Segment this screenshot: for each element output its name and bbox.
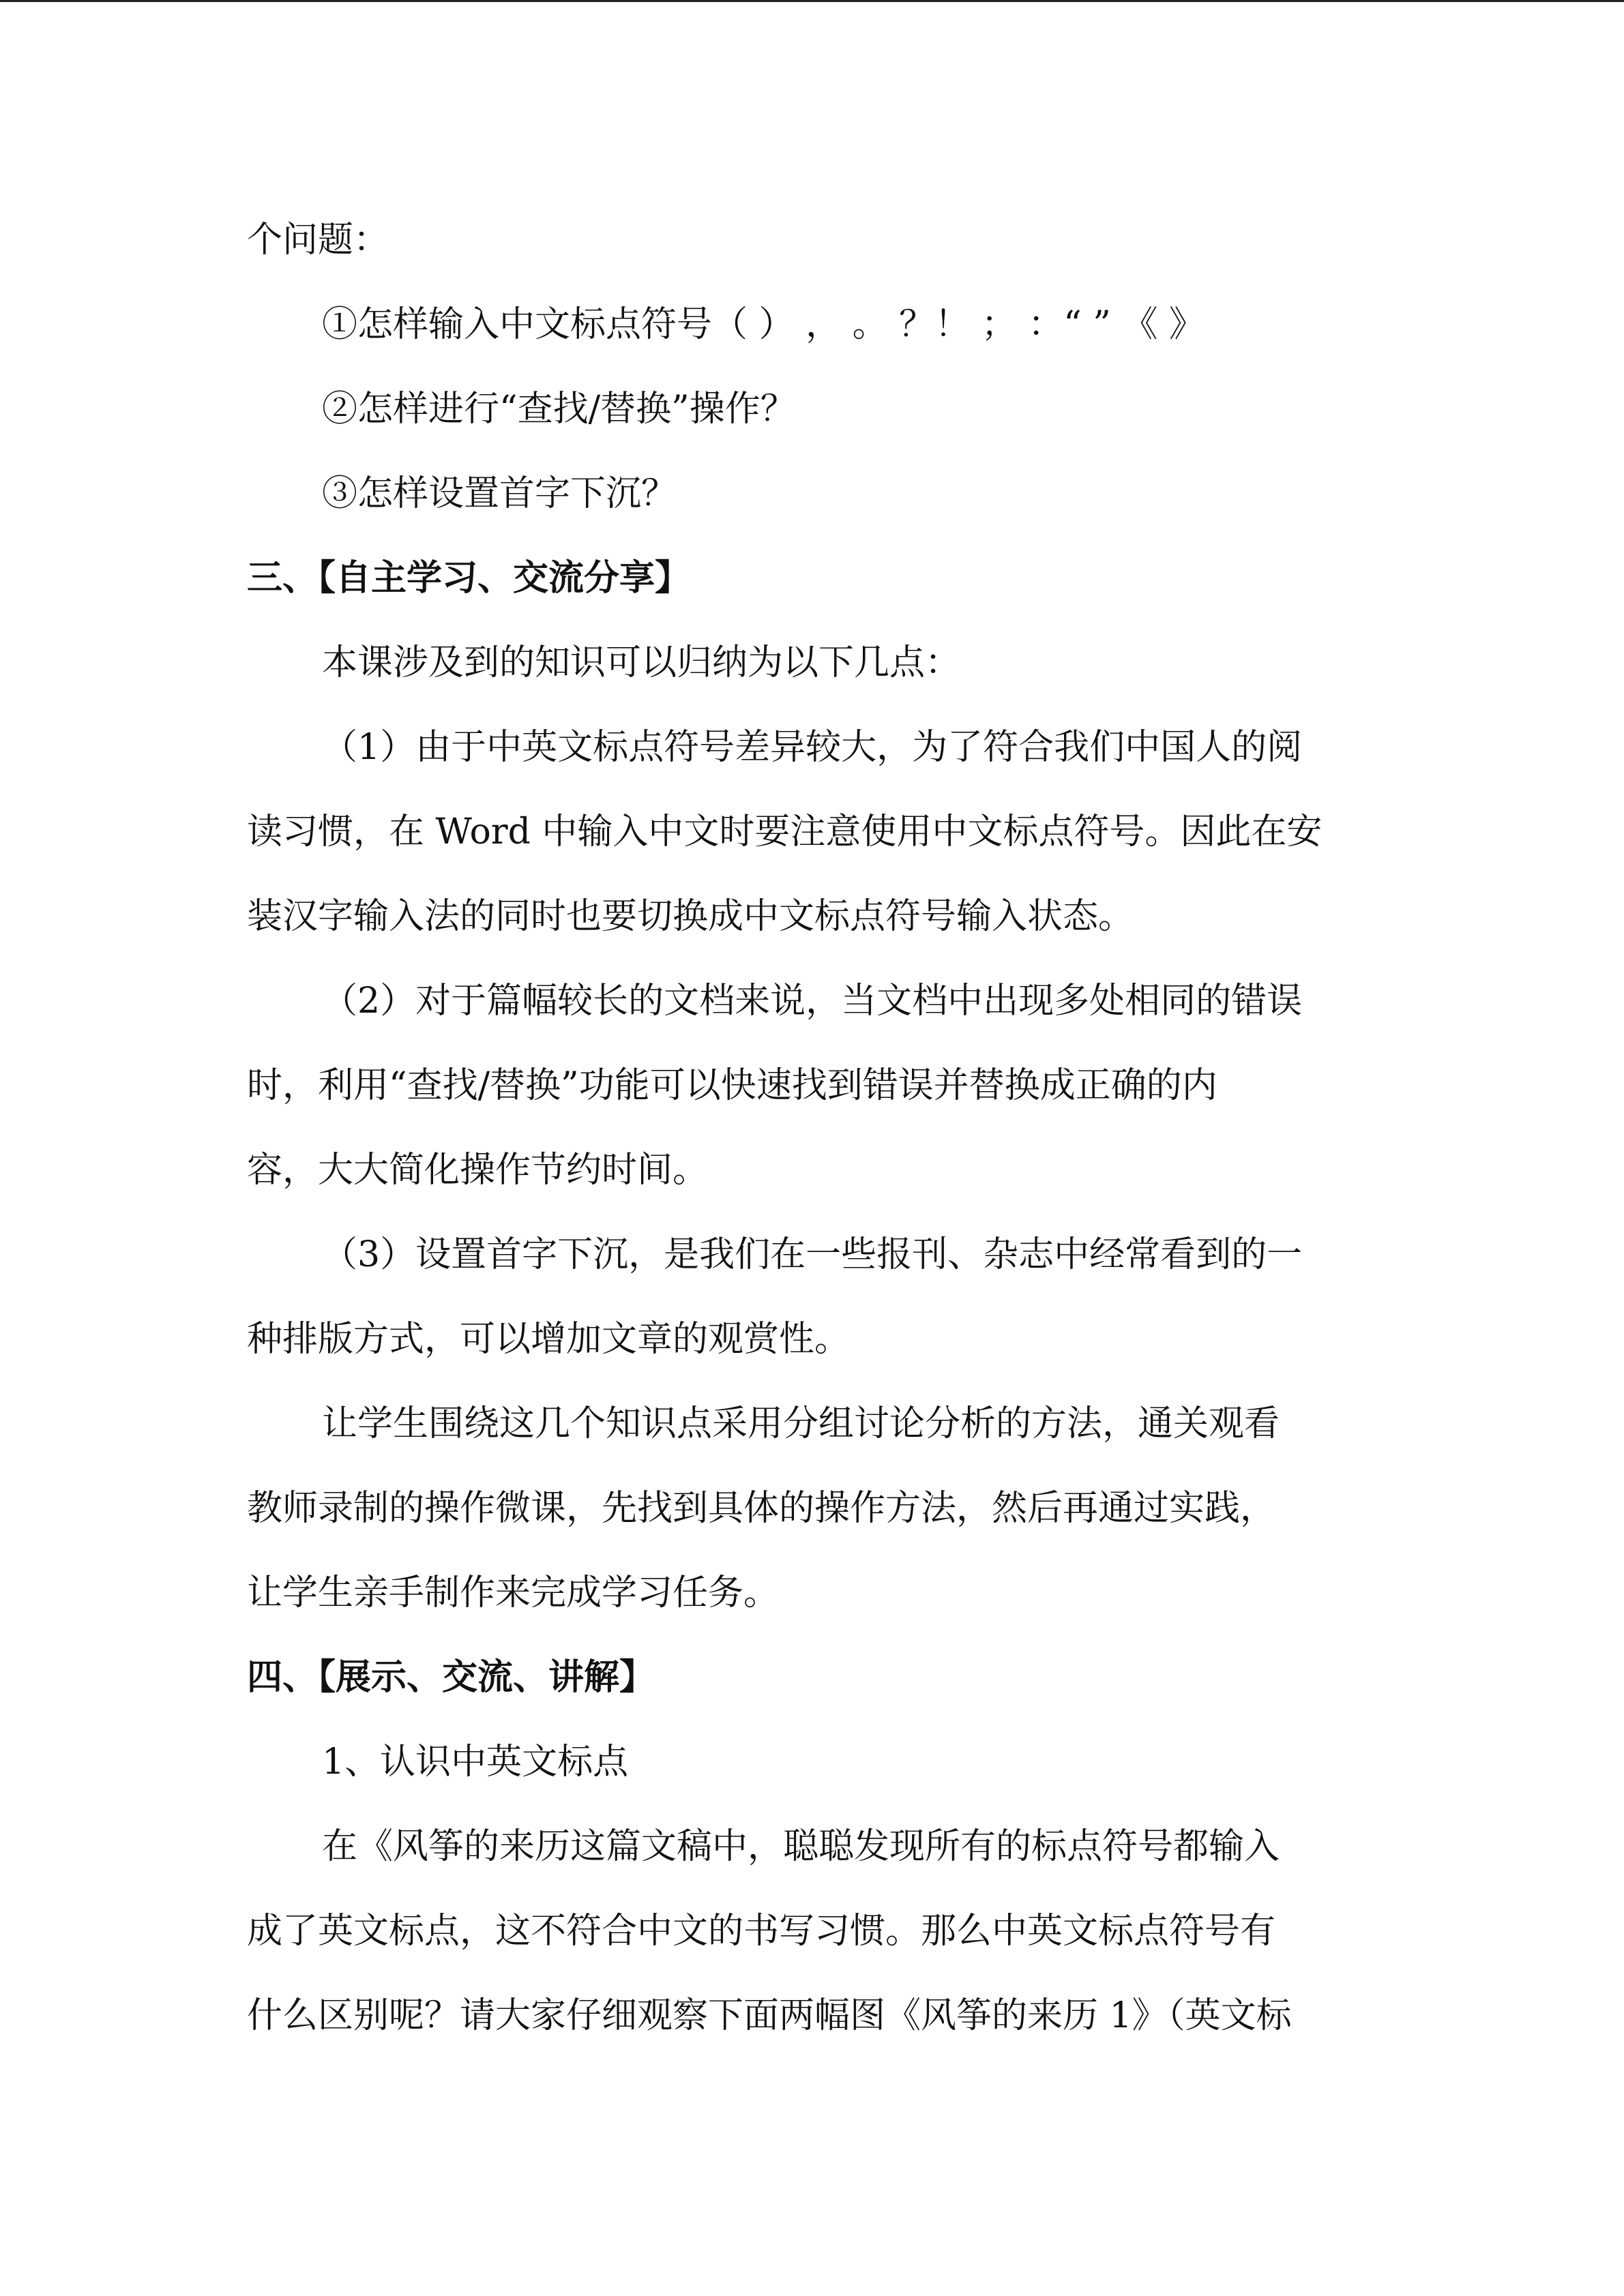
text-line: 读习惯，在 Word 中输入中文时要注意使用中文标点符号。因此在安 [247,811,1323,852]
section-heading-4: 四、【展示、交流、讲解】 [247,1656,655,1698]
point-paragraph-1 [247,705,1379,959]
text-line: 成了英文标点，这不符合中文的书写习惯。那么中英文标点符号有 [247,1911,1276,1952]
text-line: 种排版方式，可以增加文章的观赏性。 [247,1319,851,1360]
point-paragraph-2 [247,959,1379,1212]
question-item-2: ②怎样进行“查找/替换”操作？ [322,389,796,430]
text-line: 在《风筝的来历这篇文稿中，聪聪发现所有的标点符号都输入 [322,1826,1280,1867]
section-heading-3: 三、【自主学习、交流分享】 [247,557,691,599]
document-page [247,198,1379,2058]
text-line: 个问题： [247,220,389,260]
page-top-border [0,0,1624,2]
text-line: （2）对于篇幅较长的文档来说，当文档中出现多处相同的错误 [322,981,1303,1022]
text-line: 教师录制的操作微课，先找到具体的操作方法，然后再通过实践， [247,1488,1276,1529]
intro-paragraph: 本课涉及到的知识可以归纳为以下几点： [322,642,961,683]
point-paragraph-3 [247,1212,1379,1382]
text-line: 什么区别呢？请大家仔细观察下面两幅图《风筝的来历 1》（英文标 [247,1995,1292,2036]
text-line: 装汉字输入法的同时也要切换成中文标点符号输入状态。 [247,896,1134,937]
text-line: 时，利用“查找/替换”功能可以快速找到错误并替换成正确的内 [247,1065,1217,1106]
text-line: 让学生亲手制作来完成学习任务。 [247,1572,780,1613]
text-line: （3）设置首字下沉，是我们在一些报刊、杂志中经常看到的一 [322,1234,1303,1275]
question-item-1: ①怎样输入中文标点符号（ ） ， 。 ？！ ； ：“ ” 《 》 [322,304,1205,345]
method-paragraph [247,1382,1379,1635]
question-item-3: ③怎样设置首字下沉？ [322,473,677,514]
kite-paragraph [247,1804,1379,2058]
text-line: 让学生围绕这几个知识点采用分组讨论分析的方法，通关观看 [322,1403,1280,1444]
subsection-title: 1、认识中英文标点 [322,1742,629,1783]
text-line: 容，大大简化操作节约时间。 [247,1150,709,1191]
text-line: （1）由于中英文标点符号差异较大，为了符合我们中国人的阅 [322,727,1303,768]
